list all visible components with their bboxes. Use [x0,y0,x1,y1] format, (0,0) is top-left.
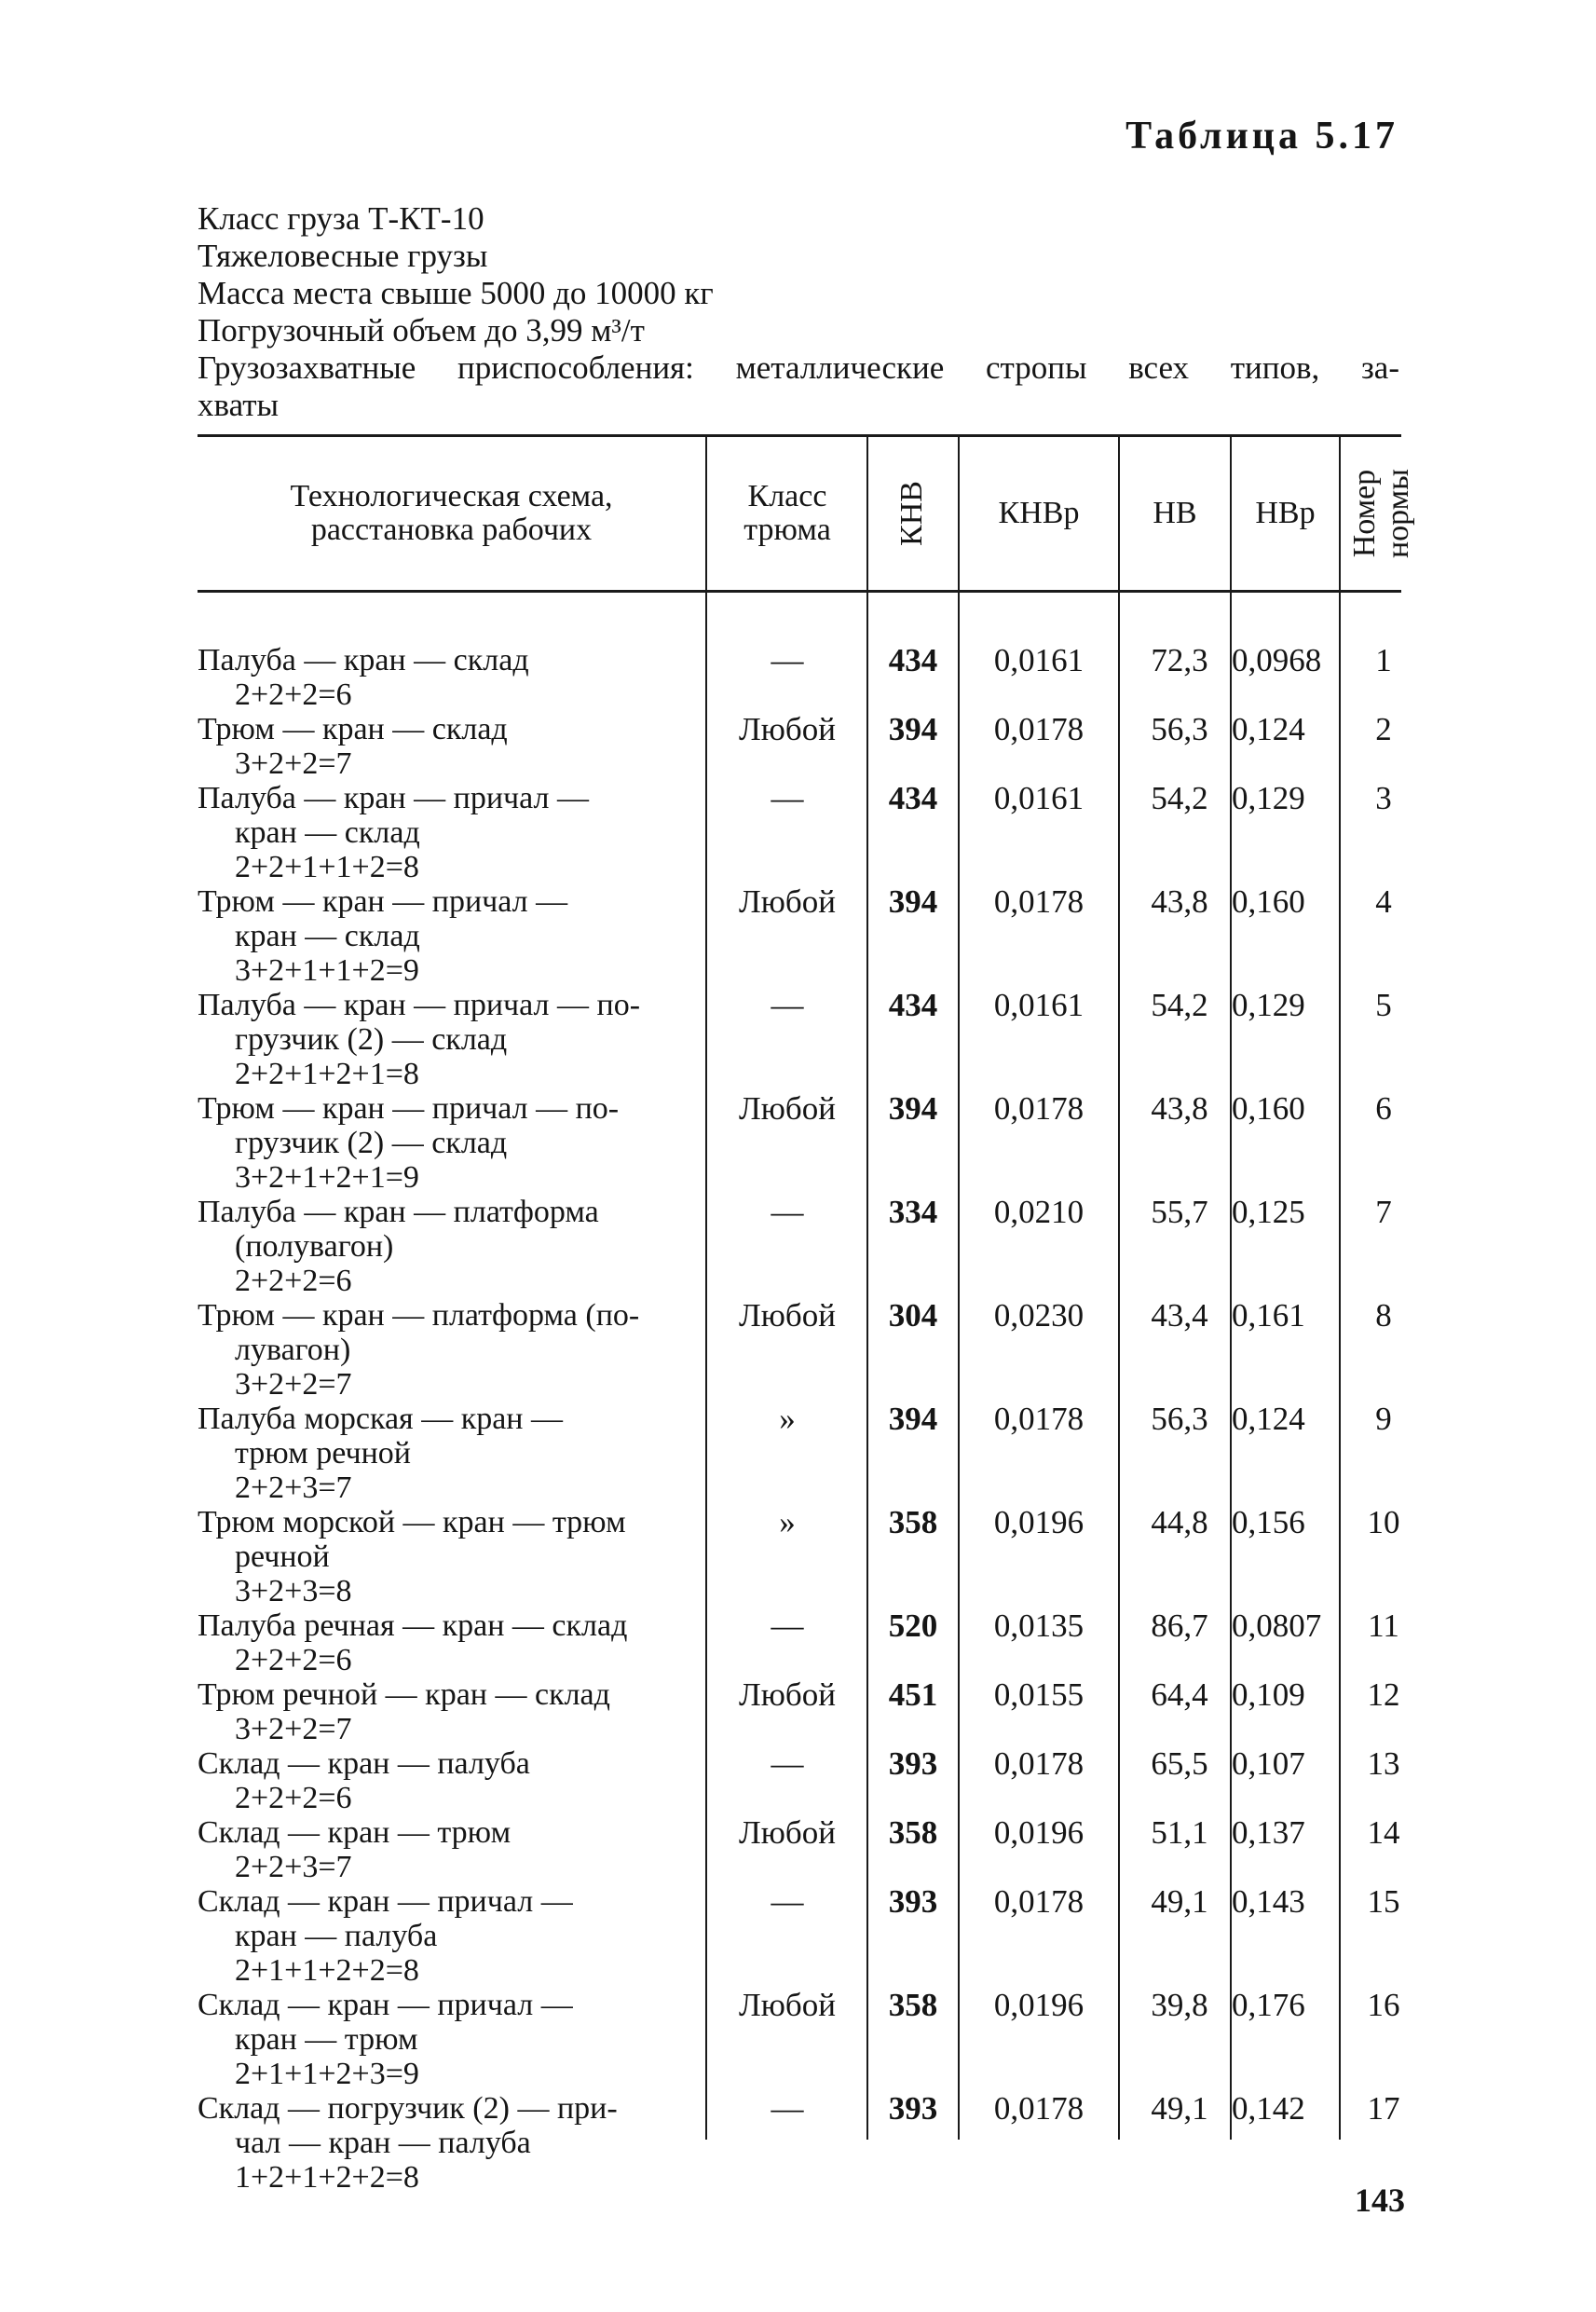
norm-number-cell: 13 [1367,1745,1400,1782]
hold-class-cell: Любой [739,1297,836,1334]
scheme-cell [198,1677,705,1746]
norm-number-cell: 17 [1367,2090,1400,2127]
header-norm-number: Номер нормы [1347,468,1415,559]
knv-cell: 520 [888,1607,938,1644]
scheme-line: Палуба — кран — причал — [198,781,590,815]
scheme-line: Склад — погрузчик (2) — при- [198,2091,618,2126]
cargo-mass: Масса места свыше 5000 до 10000 кг [198,275,714,311]
hold-class-cell: Любой [739,883,836,920]
scheme-line: Трюм морской — кран — трюм [198,1505,626,1539]
nvp-cell: 0,143 [1232,1883,1305,1920]
scheme-line: Палуба речная — кран — склад [198,1608,628,1643]
knvp-cell: 0,0178 [993,1745,1084,1782]
knv-cell: 434 [888,780,938,816]
scheme-line: Палуба — кран — причал — по- [198,988,641,1022]
scheme-cell [198,643,705,712]
nv-cell: 49,1 [1151,2090,1208,2127]
nv-cell: 51,1 [1151,1814,1208,1851]
nvp-cell: 0,0807 [1232,1607,1322,1644]
scheme-line: 3+2+1+2+1=9 [235,1160,419,1195]
hold-class-cell: Любой [739,1814,836,1851]
scheme-line: Склад — кран — причал — [198,1988,573,2022]
scheme-line: Трюм — кран — причал — по- [198,1091,620,1126]
scheme-cell [198,1815,705,1884]
scheme-cell [198,1884,705,1988]
header-scheme: Технологическая схема, расстановка рабочих [290,479,613,547]
knv-cell: 394 [888,711,938,747]
header-knvp: КНВр [998,496,1080,530]
scheme-line: Палуба морская — кран — [198,1402,563,1436]
scheme-line: Склад — кран — палуба [198,1746,530,1781]
scheme-line: 3+2+1+1+2=9 [235,953,419,988]
nv-cell: 65,5 [1151,1745,1208,1782]
knvp-cell: 0,0178 [993,1883,1084,1920]
knvp-cell: 0,0178 [993,711,1084,747]
scheme-line: Трюм — кран — склад [198,712,508,746]
scheme-cell [198,712,705,781]
header-divider [705,436,707,590]
header-divider [866,436,868,590]
nv-cell: 44,8 [1151,1504,1208,1540]
scheme-line: 1+2+1+2+2=8 [235,2160,419,2195]
scheme-line: 2+2+2=6 [235,1643,352,1677]
column-divider [866,593,868,2140]
knvp-cell: 0,0161 [993,987,1084,1023]
scheme-line: трюм речной [235,1436,411,1471]
knv-cell: 358 [888,1504,938,1540]
nv-cell: 54,2 [1151,780,1208,816]
cargo-type: Тяжеловесные грузы [198,238,488,274]
hold-class-cell: — [771,1194,804,1230]
scheme-line: 3+2+2=7 [235,1712,352,1746]
scheme-line: 2+1+1+2+3=9 [235,2057,419,2091]
scheme-line: грузчик (2) — склад [235,1126,508,1160]
norm-number-cell: 9 [1375,1401,1392,1437]
norm-number-cell: 4 [1375,883,1392,920]
nv-cell: 43,4 [1151,1297,1208,1334]
nv-cell: 43,8 [1151,883,1208,920]
norm-number-cell: 7 [1375,1194,1392,1230]
norm-number-cell: 12 [1367,1676,1400,1713]
nvp-cell: 0,176 [1232,1987,1305,2023]
nvp-cell: 0,0968 [1232,642,1322,678]
nv-cell: 56,3 [1151,711,1208,747]
scheme-line: 2+1+1+2+2=8 [235,1953,419,1988]
nvp-cell: 0,124 [1232,1401,1305,1437]
knvp-cell: 0,0230 [993,1297,1084,1334]
nv-cell: 64,4 [1151,1676,1208,1713]
scheme-line: 3+2+2=7 [235,1367,352,1402]
column-divider [705,593,707,2140]
hold-class-cell: — [771,642,804,678]
scheme-line: кран — склад [235,919,420,953]
nvp-cell: 0,129 [1232,987,1305,1023]
scheme-line: речной [235,1539,330,1574]
knvp-cell: 0,0155 [993,1676,1084,1713]
knv-cell: 393 [888,1745,938,1782]
hold-class-cell: — [771,1883,804,1920]
scheme-line: грузчик (2) — склад [235,1022,508,1057]
scheme-line: лувагон) [235,1333,351,1367]
column-divider [1118,593,1120,2140]
knv-cell: 304 [888,1297,938,1334]
knvp-cell: 0,0178 [993,1090,1084,1127]
scheme-cell [198,1402,705,1505]
nv-cell: 55,7 [1151,1194,1208,1230]
scheme-cell [198,1746,705,1815]
scheme-cell [198,1298,705,1402]
nv-cell: 72,3 [1151,642,1208,678]
cargo-volume: Погрузочный объем до 3,99 м³/т [198,312,645,349]
hold-class-cell: — [771,780,804,816]
nvp-cell: 0,124 [1232,711,1305,747]
scheme-line: чал — кран — палуба [235,2126,531,2160]
hold-class-cell: » [779,1401,796,1437]
header-nv: НВ [1153,496,1197,530]
hold-class-cell: Любой [739,1987,836,2023]
header-bottom-rule [198,590,1401,593]
scheme-line: Палуба — кран — платформа [198,1195,599,1229]
knv-cell: 451 [888,1676,938,1713]
knv-cell: 394 [888,1090,938,1127]
scheme-line: 3+2+2=7 [235,746,352,781]
scheme-line: Трюм — кран — причал — [198,884,568,919]
scheme-cell [198,781,705,884]
scheme-line: 2+2+2=6 [235,1781,352,1815]
knv-cell: 358 [888,1987,938,2023]
nvp-cell: 0,125 [1232,1194,1305,1230]
norm-number-cell: 15 [1367,1883,1400,1920]
hold-class-cell: — [771,1607,804,1644]
nvp-cell: 0,160 [1232,1090,1305,1127]
scheme-line: 2+2+2=6 [235,1264,352,1298]
scheme-line: 2+2+2=6 [235,677,352,712]
norm-number-cell: 14 [1367,1814,1400,1851]
norm-number-cell: 8 [1375,1297,1392,1334]
table-top-rule [198,434,1401,437]
cargo-class: Класс груза Т-КТ-10 [198,200,484,237]
scheme-line: Склад — кран — трюм [198,1815,512,1850]
norm-number-cell: 3 [1375,780,1392,816]
norm-number-cell: 5 [1375,987,1392,1023]
scheme-line: (полувагон) [235,1229,394,1264]
nvp-cell: 0,129 [1232,780,1305,816]
scheme-cell [198,884,705,988]
scheme-line: Трюм речной — кран — склад [198,1677,610,1712]
scheme-line: Трюм — кран — платформа (по- [198,1298,640,1333]
knv-cell: 394 [888,883,938,920]
header-knv: КНВ [894,481,929,546]
knvp-cell: 0,0178 [993,1401,1084,1437]
nv-cell: 43,8 [1151,1090,1208,1127]
nv-cell: 56,3 [1151,1401,1208,1437]
scheme-cell [198,988,705,1091]
hold-class-cell: Любой [739,711,836,747]
nvp-cell: 0,156 [1232,1504,1305,1540]
norm-number-cell: 2 [1375,711,1392,747]
scheme-line: 2+2+1+1+2=8 [235,850,419,884]
knvp-cell: 0,0161 [993,780,1084,816]
nvp-cell: 0,137 [1232,1814,1305,1851]
norm-number-cell: 6 [1375,1090,1392,1127]
gripping-devices: Грузозахватные приспособления: металлические стропы всех типов, за- [198,349,1399,386]
hold-class-cell: — [771,2090,804,2127]
knvp-cell: 0,0135 [993,1607,1084,1644]
scheme-cell [198,1608,705,1677]
page-number: 143 [1355,2182,1405,2219]
knv-cell: 393 [888,2090,938,2127]
nv-cell: 49,1 [1151,1883,1208,1920]
scheme-cell [198,1091,705,1195]
scheme-line: 2+2+3=7 [235,1471,352,1505]
hold-class-cell: Любой [739,1090,836,1127]
knv-cell: 393 [888,1883,938,1920]
header-nvp: НВр [1255,496,1316,530]
nvp-cell: 0,160 [1232,883,1305,920]
norm-number-cell: 10 [1367,1504,1400,1540]
table-title: Таблица 5.17 [1125,115,1398,157]
knv-cell: 358 [888,1814,938,1851]
hold-class-cell: » [779,1504,796,1540]
knvp-cell: 0,0196 [993,1504,1084,1540]
nvp-cell: 0,142 [1232,2090,1305,2127]
header-hold-class: Класс трюма [743,479,831,547]
norm-number-cell: 16 [1367,1987,1400,2023]
knvp-cell: 0,0161 [993,642,1084,678]
scheme-line: кран — трюм [235,2022,418,2057]
scheme-line: кран — палуба [235,1919,438,1953]
scheme-cell [198,2091,705,2195]
knvp-cell: 0,0196 [993,1814,1084,1851]
gripping-devices-cont: хваты [198,387,280,423]
hold-class-cell: — [771,987,804,1023]
knvp-cell: 0,0210 [993,1194,1084,1230]
scheme-line: Палуба — кран — склад [198,643,529,677]
cargo-info [198,200,1409,424]
knv-cell: 394 [888,1401,938,1437]
scheme-line: 2+2+1+2+1=8 [235,1057,419,1091]
knvp-cell: 0,0196 [993,1987,1084,2023]
scheme-cell [198,1195,705,1298]
nv-cell: 54,2 [1151,987,1208,1023]
hold-class-cell: Любой [739,1676,836,1713]
scheme-line: кран — склад [235,815,420,850]
knvp-cell: 0,0178 [993,883,1084,920]
scheme-cell [198,1505,705,1608]
header-divider [1339,436,1341,590]
nv-cell: 86,7 [1151,1607,1208,1644]
norm-number-cell: 1 [1375,642,1392,678]
knv-cell: 334 [888,1194,938,1230]
norm-number-cell: 11 [1368,1607,1399,1644]
knv-cell: 434 [888,987,938,1023]
scheme-cell [198,1988,705,2091]
scheme-line: Склад — кран — причал — [198,1884,573,1919]
scheme-line: 3+2+3=8 [235,1574,352,1608]
hold-class-cell: — [771,1745,804,1782]
knv-cell: 434 [888,642,938,678]
nv-cell: 39,8 [1151,1987,1208,2023]
nvp-cell: 0,109 [1232,1676,1305,1713]
nvp-cell: 0,161 [1232,1297,1305,1334]
scheme-line: 2+2+3=7 [235,1850,352,1884]
nvp-cell: 0,107 [1232,1745,1305,1782]
knvp-cell: 0,0178 [993,2090,1084,2127]
